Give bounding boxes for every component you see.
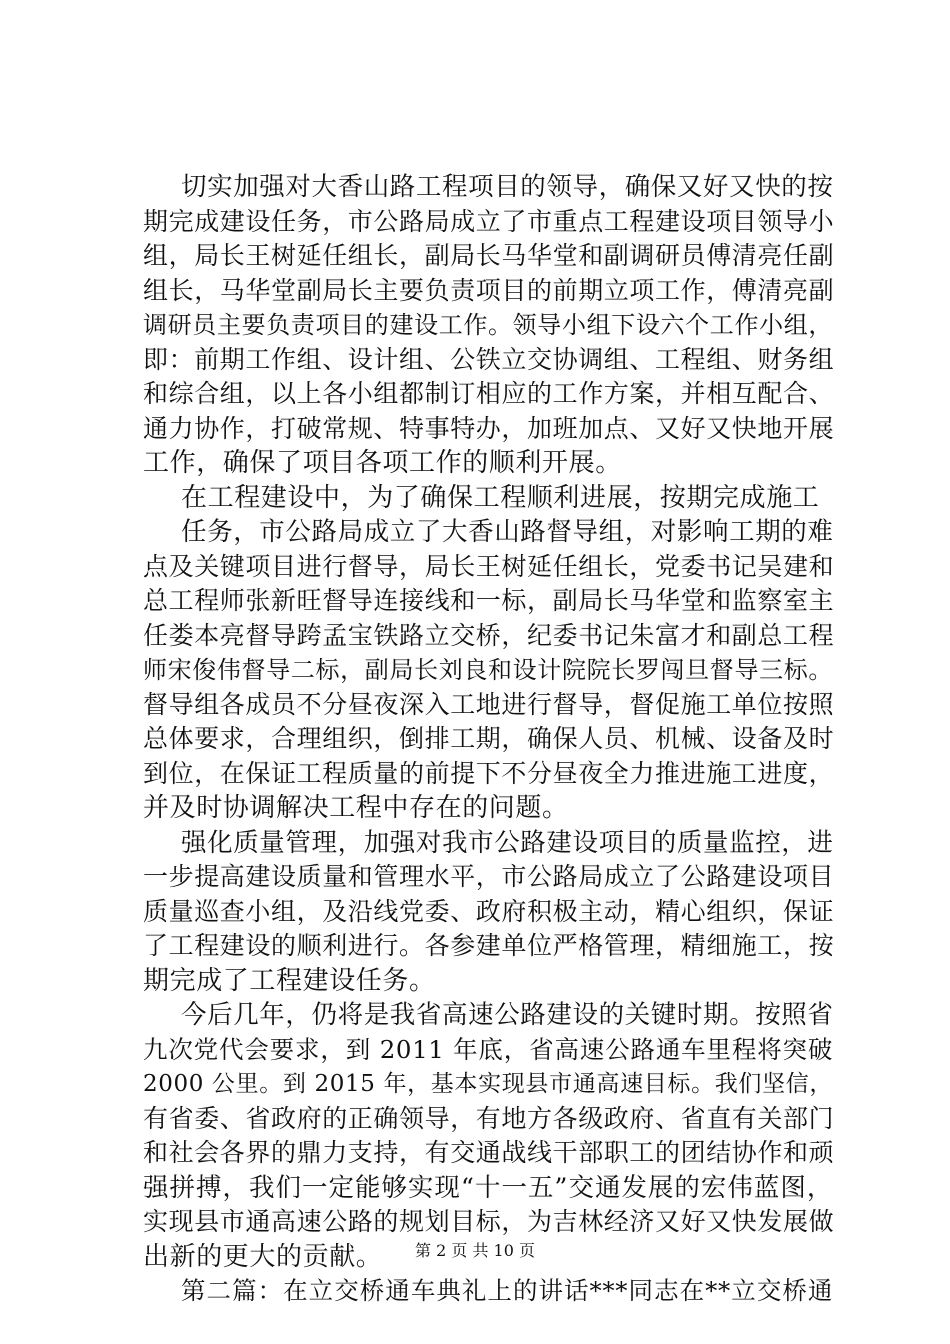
paragraph-line: 任娄本亮督导跨孟宝铁路立交桥，纪委书记朱富才和副总工程: [143, 620, 835, 650]
paragraph-line: 出新的更大的贡献。: [143, 1241, 383, 1272]
paragraph-line: 调研员主要负责项目的建设工作。领导小组下设六个工作小组，: [143, 311, 833, 339]
paragraph-line: 工作，确保了项目各项工作的顺利开展。: [143, 448, 622, 478]
paragraph-line: 九次党代会要求，到 2011 年底，省高速公路通车里程将突破: [143, 1034, 833, 1064]
paragraph-line: 有省委、省政府的正确领导，有地方各级政府、省直有关部门: [143, 1103, 835, 1133]
paragraph-line: 总工程师张新旺督导连接线和一标，副局长马华堂和监察室主: [143, 586, 835, 615]
page-footer: [0, 1238, 950, 1261]
paragraph-line: 在工程建设中，为了确保工程顺利进展，按期完成施工: [181, 482, 820, 513]
paragraph-line: 师宋俊伟督导二标，副局长刘良和设计院院长罗闯旦督导三标。: [143, 656, 833, 684]
paragraph-line: 期完成了工程建设任务。: [143, 965, 436, 996]
paragraph-line: 第二篇：在立交桥通车典礼上的讲话***同志在**立交桥通: [181, 1276, 833, 1305]
paragraph-line: 实现县市通高速公路的规划目标，为吉林经济又好又快发展做: [143, 1207, 835, 1236]
paragraph-line: 组长，马华堂副局长主要负责项目的前期立项工作，傅清亮副: [143, 275, 835, 305]
paragraph-line: 到位，在保证工程质量的前提下不分昼夜全力推进施工进度，: [143, 758, 835, 788]
paragraph-line: 今后几年，仍将是我省高速公路建设的关键时期。按照省: [181, 1000, 834, 1030]
paragraph-line: 点及关键项目进行督导，局长王树延任组长，党委书记吴建和: [143, 551, 835, 581]
paragraph-line: 组，局长王树延任组长，副局长马华堂和副调研员傅清亮任副: [143, 241, 835, 270]
paragraph-line: 2000 公里。到 2015 年，基本实现县市通高速目标。我们坚信，: [143, 1071, 833, 1097]
paragraph-line: 即：前期工作组、设计组、公铁立交协调组、工程组、财务组: [143, 344, 835, 374]
paragraph-line: 和综合组，以上各小组都制订相应的工作方案，并相互配合、: [143, 379, 835, 408]
paragraph-line: 并及时协调解决工程中存在的问题。: [143, 793, 569, 823]
paragraph-line: 通力协作，打破常规、特事特办，加班加点、又好又快地开展: [143, 413, 835, 443]
body-text: [143, 170, 833, 1309]
paragraph-line: 强化质量管理，加强对我市公路建设项目的质量监控，进: [181, 827, 834, 858]
page-number: 第 2 页 共 10 页: [415, 1241, 535, 1260]
paragraph-line: 切实加强对大香山路工程项目的领导，确保又好又快的按: [181, 172, 834, 202]
paragraph-line: 督导组各成员不分昼夜深入工地进行督导，督促施工单位按照: [143, 689, 835, 719]
paragraph-line: 一步提高建设质量和管理水平，市公路局成立了公路建设项目: [143, 862, 835, 891]
paragraph-line: 期完成建设任务，市公路局成立了市重点工程建设项目领导小: [143, 206, 835, 236]
paragraph-line: 总体要求，合理组织，倒排工期，确保人员、机械、设备及时: [143, 724, 835, 753]
paragraph-line: 质量巡查小组，及沿线党委、政府积极主动，精心组织，保证: [143, 896, 835, 926]
paragraph-line: 和社会各界的鼎力支持，有交通战线干部职工的团结协作和顽: [143, 1138, 835, 1167]
paragraph-line: 了工程建设的顺利进行。各参建单位严格管理，精细施工，按: [143, 931, 835, 960]
paragraph-line: 任务，市公路局成立了大香山路督导组，对影响工期的难: [181, 517, 834, 547]
paragraph-line: 强拼搏，我们一定能够实现“十一五”交通发展的宏伟蓝图，: [143, 1172, 833, 1203]
